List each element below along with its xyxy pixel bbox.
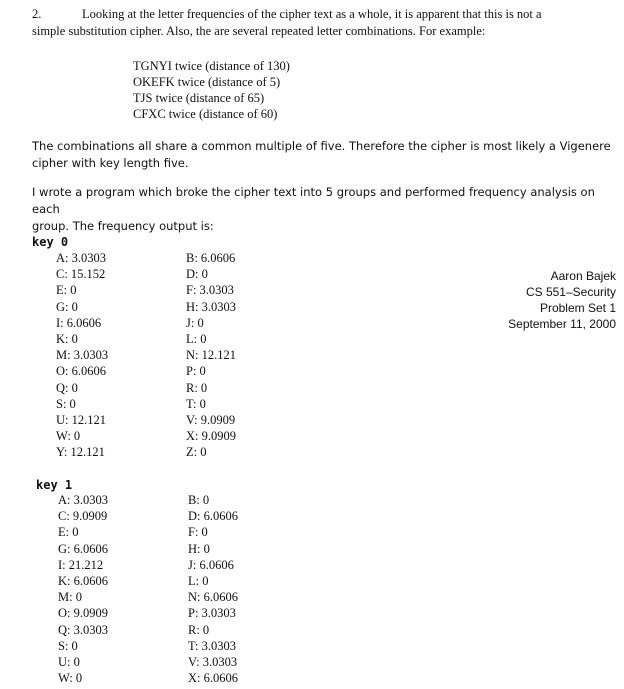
frequency-entry: M: 0	[58, 590, 82, 605]
example-list	[133, 58, 290, 122]
frequency-entry: P: 0	[186, 364, 206, 379]
program-paragraph	[32, 184, 624, 235]
key-0-heading: key 0	[32, 235, 69, 249]
frequency-entry: R: 0	[186, 380, 208, 395]
key-1-right-column	[188, 492, 238, 686]
frequency-entry: L: 0	[186, 331, 207, 346]
frequency-entry: O: 9.0909	[58, 606, 108, 621]
conclusion-line-2: cipher with key length five.	[32, 156, 189, 170]
example-item: TGNYI twice (distance of 130)	[133, 59, 290, 73]
frequency-entry: K: 0	[56, 331, 78, 346]
frequency-entry: T: 3.0303	[188, 638, 236, 653]
frequency-entry: H: 0	[188, 541, 210, 556]
frequency-entry: S: 0	[56, 396, 76, 411]
intro-line-1: Looking at the letter frequencies of the cipher text as a whole, it is apparent that this is not a	[82, 7, 542, 21]
conclusion-paragraph	[32, 138, 611, 172]
program-line-1: I wrote a program which broke the cipher text into 5 groups and performed frequency analysis on each	[32, 185, 595, 216]
frequency-entry: E: 0	[56, 283, 77, 298]
frequency-entry: N: 12.121	[186, 348, 236, 363]
frequency-entry: X: 9.0909	[186, 429, 236, 444]
intro-paragraph	[32, 6, 542, 40]
frequency-entry: V: 9.0909	[186, 412, 236, 427]
frequency-entry: U: 12.121	[56, 412, 106, 427]
frequency-entry: G: 0	[56, 299, 78, 314]
author-name: Aaron Bajek	[550, 269, 616, 283]
frequency-entry: Q: 3.0303	[58, 622, 108, 637]
example-item: TJS twice (distance of 65)	[133, 91, 265, 105]
example-item: CFXC twice (distance of 60)	[133, 107, 278, 121]
frequency-entry: T: 0	[186, 396, 206, 411]
frequency-entry: I: 21.212	[58, 557, 104, 572]
frequency-entry: E: 0	[58, 525, 79, 540]
frequency-entry: J: 0	[186, 315, 204, 330]
frequency-entry: D: 0	[186, 267, 208, 282]
program-line-2: group. The frequency output is:	[32, 219, 214, 233]
frequency-entry: R: 0	[188, 622, 210, 637]
frequency-entry: L: 0	[188, 573, 209, 588]
assignment-name: Problem Set 1	[539, 301, 616, 315]
frequency-entry: F: 0	[188, 525, 208, 540]
frequency-entry: Z: 0	[186, 445, 207, 460]
course-name: CS 551–Security	[525, 285, 616, 299]
frequency-entry: C: 9.0909	[58, 509, 108, 524]
frequency-entry: J: 6.0606	[188, 557, 234, 572]
section-number: 2.	[32, 7, 42, 21]
frequency-entry: B: 0	[188, 493, 210, 507]
frequency-entry: W: 0	[56, 429, 81, 444]
frequency-entry: X: 6.0606	[188, 671, 238, 686]
frequency-entry: Q: 0	[56, 380, 78, 395]
frequency-entry: I: 6.0606	[56, 315, 102, 330]
frequency-entry: Y: 12.121	[56, 445, 105, 460]
frequency-entry: C: 15.152	[56, 267, 106, 282]
frequency-entry: N: 6.0606	[188, 590, 238, 605]
frequency-entry: K: 6.0606	[58, 573, 108, 588]
frequency-entry: P: 3.0303	[188, 606, 236, 621]
author-header	[508, 268, 616, 332]
key-0-right-column	[186, 250, 236, 460]
frequency-entry: V: 3.0303	[188, 654, 238, 669]
frequency-entry: B: 6.0606	[186, 251, 236, 265]
frequency-entry: H: 3.0303	[186, 299, 236, 314]
frequency-entry: A: 3.0303	[58, 493, 108, 507]
key-1-heading: key 1	[36, 478, 73, 492]
conclusion-line-1: The combinations all share a common multiple of five. Therefore the cipher is most likely a Vigenere	[32, 139, 611, 153]
frequency-entry: A: 3.0303	[56, 251, 106, 265]
frequency-entry: S: 0	[58, 638, 78, 653]
frequency-entry: W: 0	[58, 671, 83, 686]
key-0-left-column	[56, 250, 108, 460]
frequency-entry: D: 6.0606	[188, 509, 238, 524]
example-item: OKEFK twice (distance of 5)	[133, 75, 281, 89]
frequency-entry: U: 0	[58, 654, 80, 669]
frequency-entry: F: 3.0303	[186, 283, 234, 298]
frequency-entry: M: 3.0303	[56, 348, 109, 363]
frequency-entry: O: 6.0606	[56, 364, 106, 379]
key-1-left-column	[58, 492, 108, 686]
intro-line-2: simple substitution cipher. Also, the are several repeated letter combinations. For example:	[32, 24, 486, 38]
frequency-entry: G: 6.0606	[58, 541, 108, 556]
date: September 11, 2000	[508, 317, 616, 331]
